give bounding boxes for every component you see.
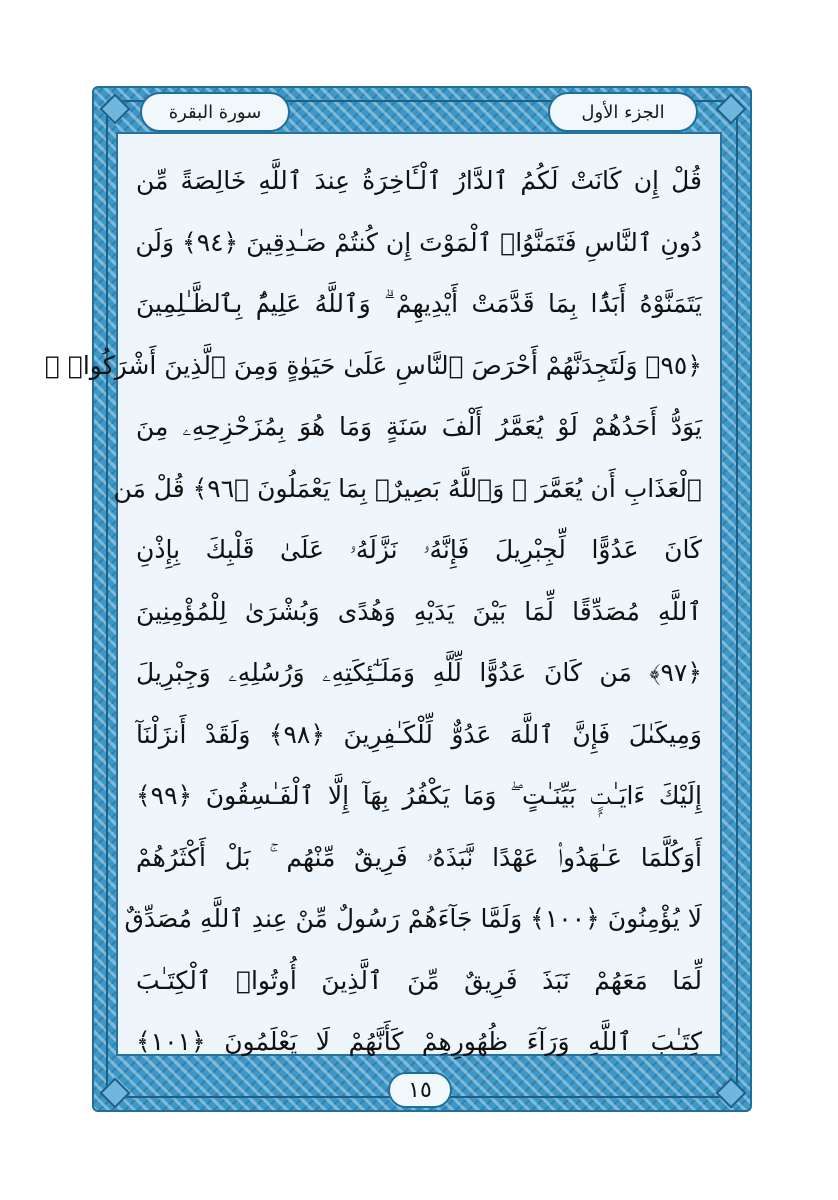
- verse-line: أَوَكُلَّمَا عَـٰهَدُوا۟ عَهْدًا نَّبَذَهُۥ فَرِيقٌ مِّنْهُم ۚ بَلْ أَكْثَرُهُمْ: [136, 842, 702, 872]
- surah-label: سورة البقرة: [140, 92, 290, 132]
- verse-line: ﴿٩٥﴾ وَلَتَجِدَنَّهُمْ أَحْرَصَ ٱلنَّاسِ عَلَىٰ حَيَوٰةٍ وَمِنَ ٱلَّذِينَ أَشْرَكُوا۟ ۚ: [44, 350, 702, 380]
- verse-line: كَانَ عَدُوًّا لِّجِبْرِيلَ فَإِنَّهُۥ نَزَّلَهُۥ عَلَىٰ قَلْبِكَ بِإِذْنِ: [136, 535, 702, 564]
- verse-line: لَا يُؤْمِنُونَ ﴿١٠٠﴾ وَلَمَّا جَآءَهُمْ رَسُولٌ مِّنْ عِندِ ٱللَّهِ مُصَدِّقٌ: [124, 904, 702, 933]
- verse-line: يَوَدُّ أَحَدُهُمْ لَوْ يُعَمَّرُ أَلْفَ سَنَةٍ وَمَا هُوَ بِمُزَحْزِحِهِۦ مِنَ: [136, 412, 702, 441]
- verse-line: دُونِ ٱلنَّاسِ فَتَمَنَّوُا۟ ٱلْمَوْتَ إِن كُنتُمْ صَـٰدِقِينَ ﴿٩٤﴾ وَلَن: [135, 227, 702, 257]
- verse-line: لِّمَا مَعَهُمْ نَبَذَ فَرِيقٌ مِّنَ ٱلَّذِينَ أُوتُوا۟ ٱلْكِتَـٰبَ: [136, 965, 702, 995]
- juz-label: الجزء الأول: [548, 92, 698, 132]
- verse-line: قُلْ إِن كَانَتْ لَكُمُ ٱلدَّارُ ٱلْـَٔاخِرَةُ عِندَ ٱللَّهِ خَالِصَةً مِّن: [136, 166, 702, 195]
- verse-line: ﴿٩٧﴾ مَن كَانَ عَدُوًّا لِّلَّهِ وَمَلَـٰٓئِكَتِهِۦ وَرُسُلِهِۦ وَجِبْرِيلَ: [136, 658, 702, 687]
- verse-lines: [44, 150, 702, 1073]
- verse-line: إِلَيْكَ ءَايَـٰتٍۭ بَيِّنَـٰتٍ ۖ وَمَا يَكْفُرُ بِهَآ إِلَّا ٱلْفَـٰسِقُونَ ﴿٩٩﴾: [136, 781, 702, 810]
- verse-line: كِتَـٰبَ ٱللَّهِ وَرَآءَ ظُهُورِهِمْ كَأَنَّهُمْ لَا يَعْلَمُونَ ﴿١٠١﴾: [136, 1027, 702, 1056]
- verse-line: يَتَمَنَّوْهُ أَبَدًۢا بِمَا قَدَّمَتْ أَيْدِيهِمْ ۗ وَٱللَّهُ عَلِيمٌۢ بِٱلظَّـٰلِمِينَ: [136, 289, 702, 318]
- verse-line: ٱللَّهِ مُصَدِّقًا لِّمَا بَيْنَ يَدَيْهِ وَهُدًى وَبُشْرَىٰ لِلْمُؤْمِنِينَ: [136, 596, 702, 626]
- verse-line: ٱلْعَذَابِ أَن يُعَمَّرَ ۗ وَٱللَّهُ بَصِيرٌۢ بِمَا يَعْمَلُونَ ﴿٩٦﴾ قُلْ مَن: [113, 473, 702, 503]
- verse-line: وَمِيكَىٰلَ فَإِنَّ ٱللَّهَ عَدُوٌّ لِّلْكَـٰفِرِينَ ﴿٩٨﴾ وَلَقَدْ أَنزَلْنَآ: [136, 719, 702, 749]
- page-number: ١٥: [388, 1072, 452, 1108]
